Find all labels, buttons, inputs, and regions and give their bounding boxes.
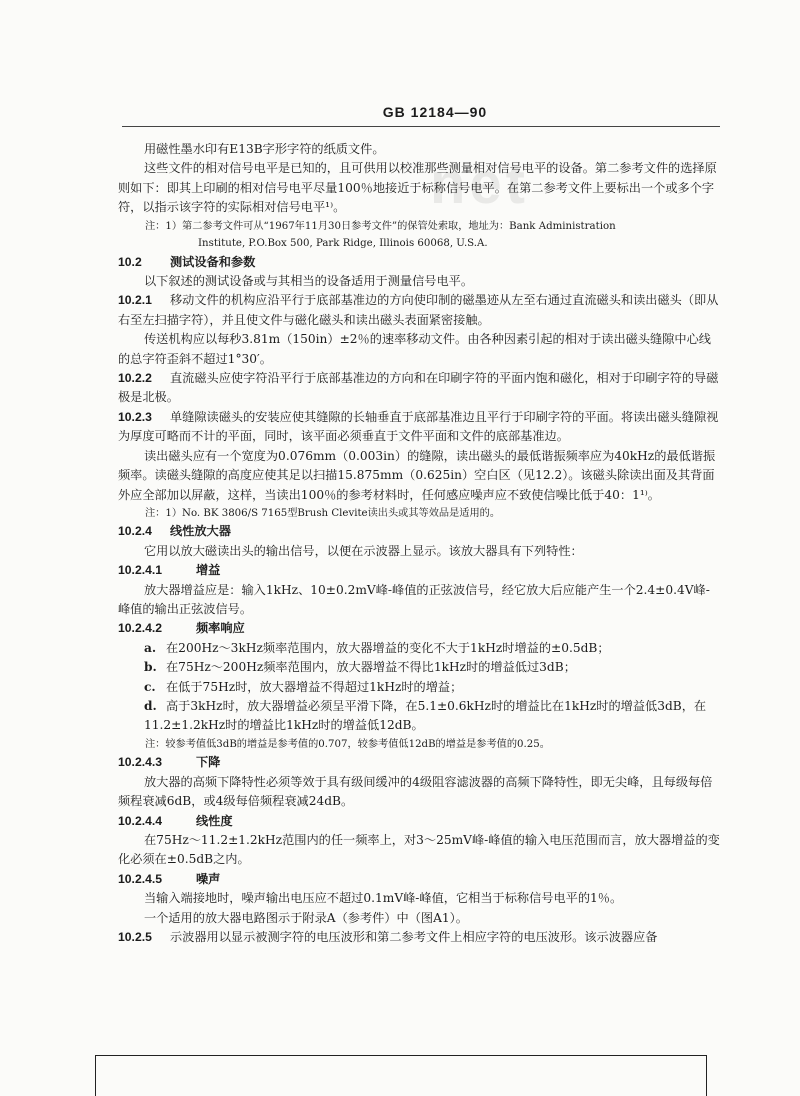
section-number: 10.2.4.1 [118,563,163,578]
standard-code-header: GB 12184—90 [382,104,488,120]
clause-text: 移动文件的机构应沿平行于底部基准边的方向使印制的磁墨迹从左至右通过直流磁头和读出磁头（即从右至左扫描字符），并且使文件与磁化磁头和读出磁头表面紧密接触。 [118,293,719,327]
list-marker: a. [144,640,157,655]
section-title: 噪声 [196,871,221,886]
list-item [118,658,722,677]
clause [118,408,722,447]
section-heading [118,253,722,272]
list-text: 高于3kHz时，放大器增益必须呈平滑下降，在5.1±0.6kHz时的增益比在1kHz时的增益低3dB，在11.2±1.2kHz时的增益比1kHz时的增益低12dB。 [144,699,707,733]
section-number: 10.2.1 [118,293,152,308]
paragraph: 放大器增益应是：输入1kHz、10±0.2mV峰-峰值的正弦波信号，经它放大后应能产生一个2.4±0.4V峰-峰值的输出正弦波信号。 [118,582,710,617]
section-number: 10.2.4 [118,524,152,539]
list-item [118,697,722,736]
section-heading [118,561,722,580]
paragraph: 当输入端接地时，噪声输出电压应不超过0.1mV峰-峰值，它相当于标称信号电平的1％。 [144,891,623,906]
clause-text: 单缝隙读磁头的安装应使其缝隙的长轴垂直于底部基准边且平行于印刷字符的平面。将读出磁头缝隙视为厚度可略而不计的平面，同时，该平面必须垂直于文件平面和文件的底部基准边。 [118,409,719,444]
document-body [118,140,722,947]
section-number: 10.2.4.3 [118,755,163,770]
list-marker: c. [144,679,156,694]
footnote: 注：较参考值低3dB的增益是参考值的0.707，较参考值低12dB的增益是参考值的0.25。 [145,738,550,750]
paragraph: 在75Hz～11.2±1.2kHz范围内的任一频率上，对3～25mV峰-峰值的输入电压范围而言，放大器增益的变化必须在±0.5dB之内。 [118,833,720,867]
section-number: 10.2.4.4 [118,813,163,828]
header-rule [122,126,720,127]
paragraph: 这些文件的相对信号电平是已知的，且可供用以校准那些测量相对信号电平的设备。第二参考文件的选择原则如下：即其上印刷的相对信号电平尽量100％地接近于标称信号电平。在第二参考文件上要标出一个或多个字符，以指示该字符的实际相对信号电平¹⁾。 [118,161,717,215]
clause-text: 示波器用以显示被测字符的电压波形和第二参考文件上相应字符的电压波形。该示波器应备 [170,930,658,945]
section-heading [118,870,722,889]
section-title: 增益 [196,563,221,578]
list-item [118,678,722,697]
paragraph: 放大器的高频下降特性必须等效于具有级间缓冲的4级阻容滤波器的高频下降特性，即无尖峰，且每级每倍频程衰减6dB，或4级每倍频程衰减24dB。 [118,774,713,809]
footer-frame [95,1055,707,1096]
section-title: 测试设备和参数 [170,254,256,269]
footnote-continuation: Institute, P.O.Box 500, Park Ridge, Illinois 60068, U.S.A. [198,238,488,250]
list-text: 在75Hz～200Hz频率范围内，放大器增益不得比1kHz时的增益低过3dB； [166,660,576,675]
section-title: 线性放大器 [170,524,231,539]
section-number: 10.2.3 [118,409,152,424]
paragraph: 一个适用的放大器电路图示于附录A（参考件）中（图A1）。 [144,910,468,925]
list-marker: b. [144,660,157,675]
list-text: 在200Hz～3kHz频率范围内，放大器增益的变化不大于1kHz时增益的±0.5dB； [166,640,610,655]
section-heading [118,753,722,772]
section-number: 10.2.4.5 [118,871,163,886]
section-title: 线性度 [196,813,233,828]
list-text: 在低于75Hz时，放大器增益不得超过1kHz时的增益； [166,679,463,694]
section-number: 10.2 [118,254,142,269]
section-number: 10.2.2 [118,371,152,386]
section-heading [118,619,722,638]
paragraph: 读出磁头应有一个宽度为0.076mm（0.003in）的缝隙，读出磁头的最低谐振频率应为40kHz的最低谐振频率。读磁头缝隙的高度应使其足以扫描15.875mm（0.625in）空白区（见12.2）。该磁头除读出面及其背面外应全部加以屏蔽，这样，当读出100％的参考材料时，任何感应噪声应不致使信噪比低于40：1¹⁾。 [118,448,716,502]
clause [118,928,722,947]
section-heading [118,522,722,541]
clause-text: 直流磁头应使字符沿平行于底部基准边的方向和在印刷字符的平面内饱和磁化，相对于印刷字符的导磁极是北极。 [118,371,719,405]
section-heading [118,812,722,831]
section-number: 10.2.4.2 [118,621,163,636]
paragraph: 用磁性墨水印有E13B字形字符的纸质文件。 [144,142,385,156]
footnote: 注：1）第二参考文件可从“1967年11月30日参考文件”的保管处索取，地址为：Bank Administration [145,220,616,232]
footnote: 注：1）No. BK 3806/S 7165型Brush Clevite读出头或其等效品是适用的。 [145,507,501,519]
paragraph: 它用以放大磁读出头的输出信号，以便在示波器上显示。该放大器具有下列特性： [144,543,583,558]
section-title: 频率响应 [196,621,245,636]
clause [118,291,722,330]
list-item [118,639,722,658]
watermark: net [430,151,529,216]
list-marker: d. [144,699,157,714]
paragraph: 以下叙述的测试设备或与其相当的设备适用于测量信号电平。 [144,274,474,289]
section-title: 下降 [196,755,221,770]
paragraph: 传送机构应以每秒3.81m（150in）±2％的速率移动文件。由各种因素引起的相对于读出磁头缝隙中心线的总字符歪斜不超过1°30′。 [118,332,711,366]
clause [118,369,722,408]
section-number: 10.2.5 [118,930,152,945]
